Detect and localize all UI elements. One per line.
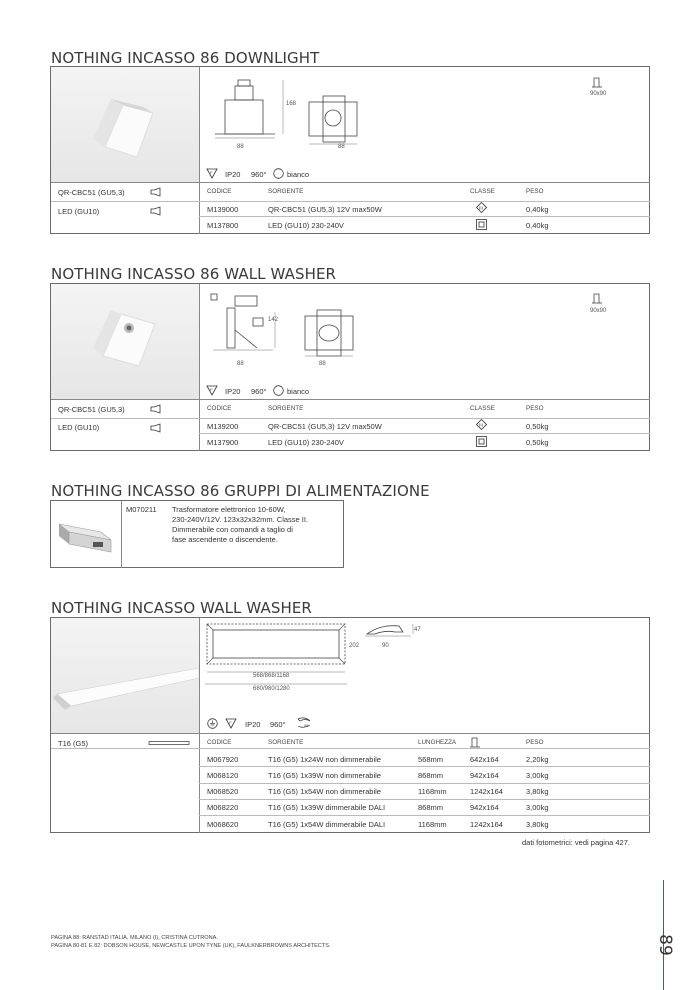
transformer-desc-line: Trasformatore elettronico 10-60W,: [172, 505, 286, 514]
header-class: CLASSE: [470, 405, 495, 412]
transformer-desc-line: fase ascendente o discendente.: [172, 535, 278, 544]
transformer-photo: [53, 510, 119, 555]
row-length: 1168mm: [418, 787, 447, 796]
row-weight: 0,40kg: [526, 221, 549, 230]
photometric-note: dati fotometrici: vedi pagina 427.: [522, 838, 630, 847]
wallwasher86-technical-drawing: [205, 290, 385, 360]
header-source: SORGENTE: [268, 739, 304, 746]
dim-width-1: 88: [237, 144, 244, 150]
dim-length-visible: 568/868/1168: [253, 673, 290, 679]
class-iii-icon: [476, 419, 487, 430]
lamp-type-1: QR-CBC51 (GU5,3): [58, 188, 125, 197]
row-code: M067920: [207, 755, 239, 764]
header-length: LUNGHEZZA: [418, 739, 457, 746]
dim-width-2: 88: [319, 361, 326, 367]
page-number: 89: [654, 934, 675, 956]
row-code: M139200: [207, 422, 239, 431]
row-weight: 3,00kg: [526, 771, 549, 780]
row-source: LED (GU10) 230-240V: [268, 438, 344, 447]
glow-wire-temp: 960°: [270, 720, 286, 729]
row-length: 568mm: [418, 755, 444, 764]
cutout-icon: [592, 76, 602, 88]
lamp-icon: [150, 404, 162, 414]
dim-width-2: 88: [338, 144, 345, 150]
dim-height: 142: [268, 317, 279, 323]
header-code: CODICE: [207, 188, 232, 195]
section-title-wall-washer-86: NOTHING INCASSO 86 WALL WASHER: [51, 265, 337, 283]
row-cutout: 942x164: [470, 803, 499, 812]
section-title-downlight: NOTHING INCASSO 86 DOWNLIGHT: [51, 49, 320, 67]
header-weight: PESO: [526, 188, 544, 195]
cutout-icon: [592, 292, 602, 304]
transformer-desc-line: 230-240V/12V. 123x32x32mm. Classe II.: [172, 515, 309, 524]
row-source: T16 (G5) 1x39W non dimmerabile: [268, 771, 381, 780]
ground-icon: [207, 718, 218, 729]
row-weight: 3,80kg: [526, 820, 549, 829]
cutout-size: 90x90: [590, 308, 607, 314]
color-swatch-icon: [273, 168, 284, 179]
downlight-photo: [51, 67, 199, 182]
header-source: SORGENTE: [268, 405, 304, 412]
header-class: CLASSE: [470, 188, 495, 195]
row-weight: 0,50kg: [526, 438, 549, 447]
class-ii-icon: [476, 436, 487, 447]
header-code: CODICE: [207, 405, 232, 412]
f-mark-icon: [206, 168, 218, 179]
dim-width-1: 88: [237, 361, 244, 367]
ip-rating: IP20: [245, 720, 261, 729]
f-mark-icon: [225, 718, 237, 729]
row-code: M139000: [207, 205, 239, 214]
wallwasher-linear-technical-drawing: [205, 620, 425, 695]
color-label: bianco: [287, 170, 310, 179]
header-weight: PESO: [526, 739, 544, 746]
svg-text:F: F: [210, 387, 213, 392]
enec-mark-icon: [295, 717, 313, 729]
row-code: M068520: [207, 787, 239, 796]
lamp-type-2: LED (GU10): [58, 423, 100, 432]
lamp-icon: [150, 423, 162, 433]
dim-side-width: 90: [382, 643, 389, 649]
row-weight: 3,80kg: [526, 787, 549, 796]
t16-tube-icon: [148, 740, 190, 746]
footer-credit-line: PAGINA 80-81 E 82: DOBSON HOUSE, NEWCASTLE UPON TYNE (UK), FAULKNERBROWNS ARCHITECTS.: [51, 943, 331, 949]
row-code: M068220: [207, 803, 239, 812]
row-weight: 2,20kg: [526, 755, 549, 764]
svg-text:08: 08: [304, 723, 309, 728]
row-cutout: 1242x164: [470, 820, 503, 829]
row-source: LED (GU10) 230-240V: [268, 221, 344, 230]
row-length: 1168mm: [418, 820, 447, 829]
dim-side-height: 47: [414, 627, 421, 633]
dim-height: 168: [286, 101, 297, 107]
wallwasher86-photo: [51, 284, 199, 399]
footer-credit-line: PAGINA 88: RANSTAD ITALIA, MILANO (I), CRISTINA CUTRONA.: [51, 935, 218, 941]
header-code: CODICE: [207, 739, 232, 746]
ip-rating: IP20: [225, 387, 241, 396]
class-iii-icon: [476, 202, 487, 213]
section-title-power-supply: NOTHING INCASSO 86 GRUPPI DI ALIMENTAZIONE: [51, 482, 430, 500]
color-label: bianco: [287, 387, 310, 396]
header-source: SORGENTE: [268, 188, 304, 195]
wallwasher-linear-photo: [51, 618, 199, 733]
color-swatch-icon: [273, 385, 284, 396]
row-code: M068620: [207, 820, 239, 829]
row-source: T16 (G5) 1x24W non dimmerabile: [268, 755, 381, 764]
row-source: T16 (G5) 1x54W dimmerabile DALI: [268, 820, 386, 829]
svg-text:III: III: [479, 422, 483, 428]
glow-wire-temp: 960°: [251, 387, 267, 396]
lamp-type-1: QR-CBC51 (GU5,3): [58, 405, 125, 414]
header-weight: PESO: [526, 405, 544, 412]
cutout-icon: [470, 736, 480, 748]
svg-text:F: F: [210, 170, 213, 175]
lamp-type-2: LED (GU10): [58, 207, 100, 216]
row-length: 868mm: [418, 803, 444, 812]
lamp-icon: [150, 206, 162, 216]
row-weight: 0,40kg: [526, 205, 549, 214]
row-cutout: 942x164: [470, 771, 499, 780]
dim-length-total: 680/980/1280: [253, 686, 290, 692]
row-length: 868mm: [418, 771, 444, 780]
row-weight: 3,00kg: [526, 803, 549, 812]
row-cutout: 642x164: [470, 755, 499, 764]
row-source: T16 (G5) 1x39W dimmerabile DALI: [268, 803, 386, 812]
row-cutout: 1242x164: [470, 787, 503, 796]
row-source: T16 (G5) 1x54W non dimmerabile: [268, 787, 381, 796]
row-code: M137900: [207, 438, 239, 447]
transformer-desc-line: Dimmerabile con comandi a taglio di: [172, 525, 293, 534]
row-source: QR-CBC51 (GU5,3) 12V max50W: [268, 205, 382, 214]
class-ii-icon: [476, 219, 487, 230]
row-code: M137800: [207, 221, 239, 230]
svg-text:III: III: [479, 205, 483, 211]
cutout-size: 90x90: [590, 91, 607, 97]
lamp-type-1: T16 (G5): [58, 739, 89, 748]
dim-height: 202: [349, 643, 360, 649]
row-weight: 0,50kg: [526, 422, 549, 431]
glow-wire-temp: 960°: [251, 170, 267, 179]
row-source: QR-CBC51 (GU5,3) 12V max50W: [268, 422, 382, 431]
downlight-technical-drawing: [205, 72, 385, 152]
row-code: M068120: [207, 771, 239, 780]
ip-rating: IP20: [225, 170, 241, 179]
svg-text:F: F: [229, 720, 232, 725]
f-mark-icon: [206, 385, 218, 396]
lamp-icon: [150, 187, 162, 197]
transformer-code: M070211: [126, 505, 157, 514]
section-title-wall-washer-linear: NOTHING INCASSO WALL WASHER: [51, 599, 312, 617]
